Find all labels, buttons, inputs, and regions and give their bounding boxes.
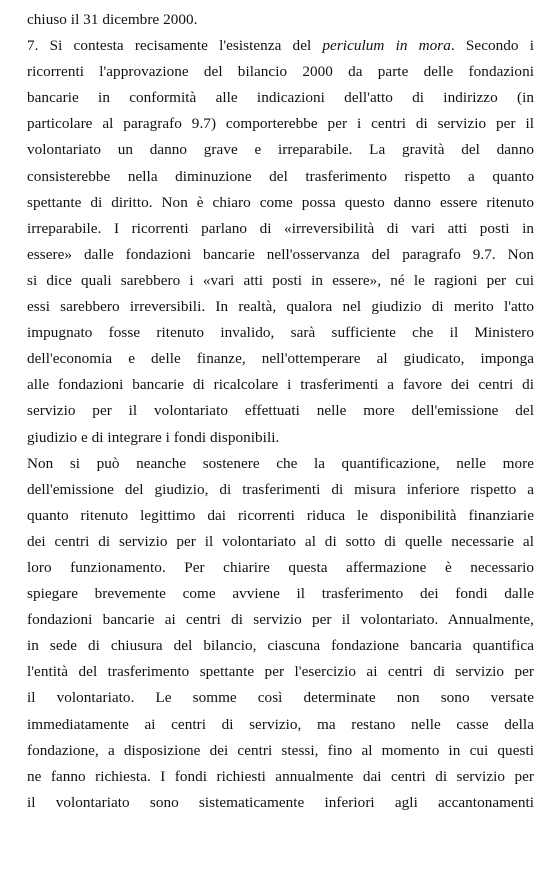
- text-line: loro funzionamento. Per chiarire questa affermazione è necessario: [27, 558, 534, 576]
- text-line: impugnato fosse ritenuto invalido, sarà sufficiente che il Ministero: [27, 324, 534, 342]
- text-line: giudizio e di integrare i fondi disponibili.: [27, 428, 280, 446]
- text-line: il volontariato. Le somme così determinate non sono versate: [27, 689, 534, 707]
- text-line: fondazioni bancarie ai centri di servizio per il volontariato. Annualmente,: [27, 611, 534, 629]
- text-line: bancarie in conformità alle indicazioni dell'atto di indirizzo (in: [27, 89, 534, 107]
- text-line: essere» dalle fondazioni bancarie nell'osservanza del paragrafo 9.7. Non: [27, 245, 534, 263]
- text-line: dei centri di servizio per il volontariato al di sotto di quelle necessarie al: [27, 532, 534, 550]
- text-line: essi sarebbero irreversibili. In realtà, qualora nel giudizio di merito l'atto: [27, 298, 534, 316]
- text-line: irreparabile. I ricorrenti parlano di «irreversibilità di vari atti posti in: [27, 219, 534, 237]
- text-line: l'entità del trasferimento spettante per l'esercizio ai centri di servizio per: [27, 663, 534, 681]
- text-line: spettante di diritto. Non è chiaro come possa questo danno essere ritenuto: [27, 193, 534, 211]
- text-line: si dice quali sarebbero i «vari atti posti in essere», né le ragioni per cui: [27, 271, 534, 289]
- text-line: 7. Si contesta recisamente l'esistenza del periculum in mora. Secondo i: [27, 37, 534, 55]
- text-line: Non si può neanche sostenere che la quantificazione, nelle more: [27, 454, 534, 472]
- text-line: ne fanno richiesta. I fondi richiesti annualmente dai centri di servizio per: [27, 767, 534, 785]
- text-line: dell'emissione del giudizio, di trasferimenti di misura inferiore rispetto a: [27, 480, 534, 498]
- text-line: ricorrenti l'approvazione del bilancio 2000 da parte delle fondazioni: [27, 63, 534, 81]
- text-line: immediatamente ai centri di servizio, ma restano nelle casse della: [27, 715, 534, 733]
- text-line: dell'economia e delle finanze, nell'ottemperare al giudicato, imponga: [27, 350, 534, 368]
- text-line: particolare al paragrafo 9.7) comporterebbe per i centri di servizio per il: [27, 115, 534, 133]
- text-line: chiuso il 31 dicembre 2000.: [27, 11, 198, 28]
- text-line: alle fondazioni bancarie di ricalcolare i trasferimenti a favore dei centri di: [27, 376, 534, 394]
- italic-phrase: periculum in mora: [322, 37, 451, 55]
- text-line: spiegare brevemente come avviene il trasferimento dei fondi dalle: [27, 585, 534, 603]
- document-body: [27, 7, 534, 816]
- text-line: in sede di chiusura del bilancio, ciascuna fondazione bancaria quantifica: [27, 637, 534, 655]
- text-line: consisterebbe nella diminuzione del trasferimento rispetto a quanto: [27, 167, 534, 185]
- text-line: il volontariato sono sistematicamente inferiori agli accantonamenti: [27, 793, 534, 811]
- text-line: volontariato un danno grave e irreparabile. La gravità del danno: [27, 141, 534, 159]
- text-line: fondazione, a disposizione dei centri stessi, fino al momento in cui questi: [27, 741, 534, 759]
- text-line: quanto ritenuto legittimo dai ricorrenti riduca le disponibilità finanziarie: [27, 506, 534, 524]
- text-line: servizio per il volontariato effettuati nelle more dell'emissione del: [27, 402, 534, 420]
